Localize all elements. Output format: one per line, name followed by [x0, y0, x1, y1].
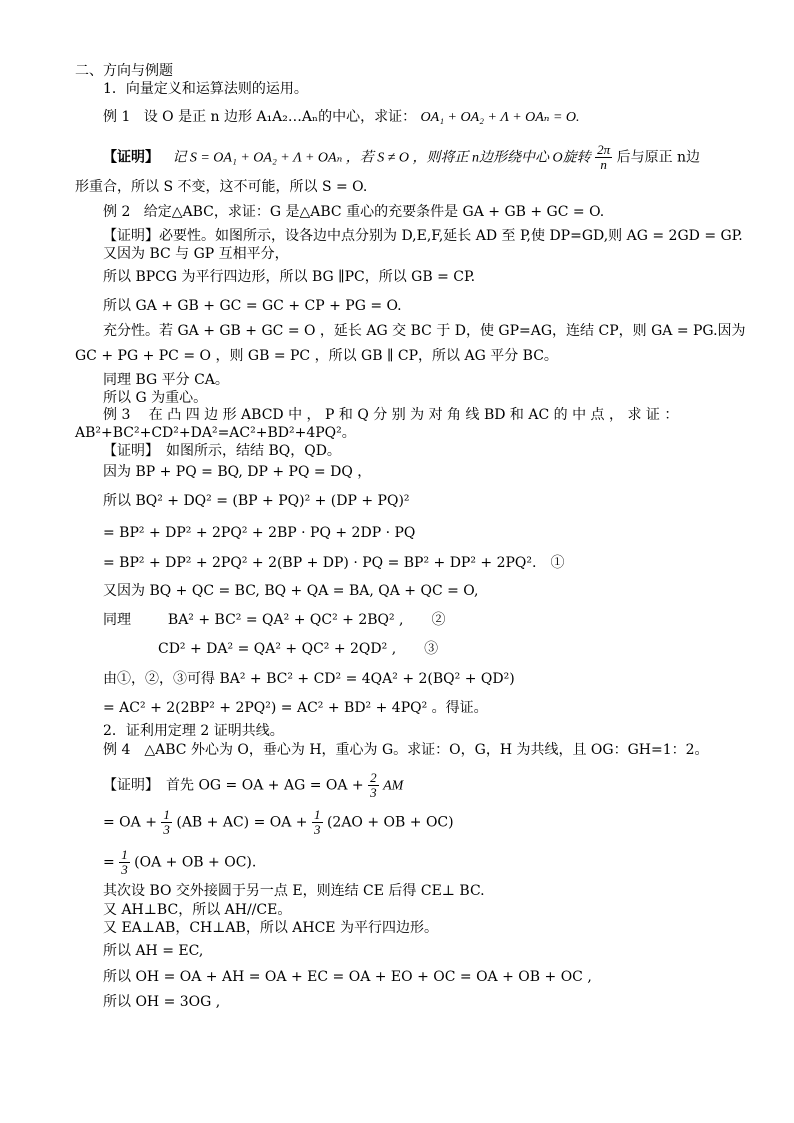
proof-2-line-1: 【证明】必要性。如图所示，设各边中点分别为 D,E,F,延长 AD 至 P,使 DP=GD,则 AG = 2GD = GP.	[103, 228, 743, 244]
proof-3-line-3: 所以 BQ² + DQ² = (BP + PQ)² + (DP + PQ)²	[103, 493, 410, 509]
proof-3-line-10: = AC² + 2(2BP² + 2PQ²) = AC² + BD² + 4PQ² 。得证。	[103, 700, 488, 716]
example-2	[103, 203, 604, 221]
proof-4-fraction-1	[368, 771, 379, 800]
example-1-label: 例 1	[103, 109, 131, 125]
proof-2-line-8: 所以 G 为重心。	[103, 390, 208, 406]
proof-4-line-9: 所以 OH = 3OG ,	[103, 994, 221, 1010]
proof-1-line-1	[103, 143, 700, 172]
proof-3-line-9: 由①，②，③可得 BA² + BC² + CD² = 4QA² + 2(BQ² + QD²)	[103, 671, 515, 687]
fraction-denominator: 3	[370, 785, 377, 800]
example-1-formula: OA₁ + OA₂ + Λ + OAₙ = O.	[420, 110, 580, 125]
proof-4-l2-b: (AB + AC) = OA +	[176, 814, 308, 831]
proof-1-tag: 【证明】	[103, 149, 159, 166]
example-1-text: 设 O 是正 n 边形 A₁A₂…Aₙ的中心，求证：	[143, 109, 417, 125]
proof-4-fraction-2	[161, 808, 172, 837]
proof-2-line-6: GC + PG + PC = O ，则 GB = PC ，所以 GB ∥ CP，所以 AG 平分 BC。	[75, 348, 558, 364]
section-heading: 二、方向与例题	[75, 63, 173, 79]
proof-2-line-5: 充分性。若 GA + GB + GC = O ，延长 AG 交 BC 于 D，使 GP=AG，连结 CP，则 GA = PG.因为	[103, 323, 746, 339]
proof-4-line-2	[103, 808, 454, 837]
proof-4-text-b: AM	[383, 778, 404, 794]
section-2-title: 2．证利用定理 2 证明共线。	[103, 723, 284, 739]
fraction-numerator: 1	[121, 847, 128, 862]
proof-2-line-3: 所以 BPCG 为平行四边形，所以 BG ∥PC，所以 GB = CP.	[103, 269, 476, 285]
proof-3-line-6: 又因为 BQ + QC = BC, BQ + QA = BA, QA + QC = O,	[103, 583, 479, 599]
proof-3-line-4: = BP² + DP² + 2PQ² + 2BP · PQ + 2DP · PQ	[103, 525, 416, 541]
fraction-denominator: 3	[121, 862, 128, 877]
proof-3-formula-2: BA² + BC² = QA² + QC² + 2BQ² , ②	[167, 612, 446, 628]
example-4: 例 4 △ABC 外心为 O，垂心为 H，重心为 G。求证：O，G，H 为共线，且 OG：GH=1：2。	[103, 742, 709, 758]
example-3-line-1: 例 3 在 凸 四 边 形 ABCD 中 ， P 和 Q 分 别 为 对 角 线 BD 和 AC 的 中 点 ， 求 证 ：	[103, 407, 679, 423]
proof-3-line-1: 【证明】 如图所示，结结 BQ，QD。	[103, 443, 341, 459]
proof-2-line-2: 又因为 BC 与 GP 互相平分，	[103, 246, 289, 262]
example-1	[103, 108, 580, 127]
proof-3-line-5: = BP² + DP² + 2PQ² + 2(BP + DP) · PQ = BP² + DP² + 2PQ². ①	[103, 555, 565, 571]
fraction-denominator: 3	[314, 822, 321, 837]
proof-4-line-1	[103, 771, 403, 800]
proof-4-line-5: 又 AH⊥BC，所以 AH//CE。	[103, 902, 292, 918]
proof-2-line-7: 同理 BG 平分 CA。	[103, 372, 229, 388]
proof-1-text-a: 记 S = OA₁ + OA₂ + Λ + OAₙ ，若 S ≠ O ，则将正 n边形绕中心 O旋转	[172, 150, 591, 166]
proof-3-line-7	[103, 611, 446, 629]
proof-1-fraction	[595, 143, 612, 172]
fraction-numerator: 1	[163, 807, 170, 822]
fraction-denominator: 3	[163, 822, 170, 837]
proof-2-line-4: 所以 GA + GB + GC = GC + CP + PG = O.	[103, 298, 402, 314]
proof-4-l3-a: =	[103, 854, 115, 871]
example-2-text: 给定△ABC，求证：G 是△ABC 重心的充要条件是 GA + GB + GC = O.	[143, 204, 605, 220]
fraction-denominator: n	[600, 157, 607, 172]
section-1-title: 1．向量定义和运算法则的运用。	[103, 81, 308, 97]
proof-4-line-8: 所以 OH = OA + AH = OA + EC = OA + EO + OC = OA + OB + OC ,	[103, 969, 592, 985]
proof-4-line-3	[103, 848, 256, 877]
proof-4-fraction-4	[119, 848, 130, 877]
proof-1-line-2: 形重合，所以 S 不变，这不可能，所以 S = O.	[75, 179, 368, 195]
example-3-line-2: AB²+BC²+CD²+DA²=AC²+BD²+4PQ²。	[75, 425, 356, 441]
proof-3-same-label: 同理	[103, 612, 131, 628]
proof-4-l2-a: = OA +	[103, 814, 157, 831]
fraction-numerator: 2	[370, 770, 377, 785]
proof-4-line-4: 其次设 BO 交外接圆于另一点 E，则连结 CE 后得 CE⊥ BC.	[103, 883, 485, 899]
example-2-label: 例 2	[103, 204, 131, 220]
fraction-numerator: 2π	[597, 142, 611, 157]
proof-4-fraction-3	[312, 808, 323, 837]
proof-4-text-a: 【证明】 首先 OG = OA + AG = OA +	[103, 777, 364, 794]
proof-3-line-2: 因为 BP + PQ = BQ, DP + PQ = DQ ，	[103, 464, 372, 480]
proof-4-line-7: 所以 AH = EC,	[103, 943, 204, 959]
proof-4-l3-b: (OA + OB + OC).	[134, 854, 257, 871]
proof-4-line-6: 又 EA⊥AB，CH⊥AB，所以 AHCE 为平行四边形。	[103, 920, 438, 936]
proof-3-line-8: CD² + DA² = QA² + QC² + 2QD² , ③	[158, 641, 439, 657]
proof-4-l2-c: (2AO + OB + OC)	[326, 814, 454, 831]
fraction-numerator: 1	[314, 807, 321, 822]
proof-1-text-b: 后与原正 n边	[616, 149, 701, 166]
